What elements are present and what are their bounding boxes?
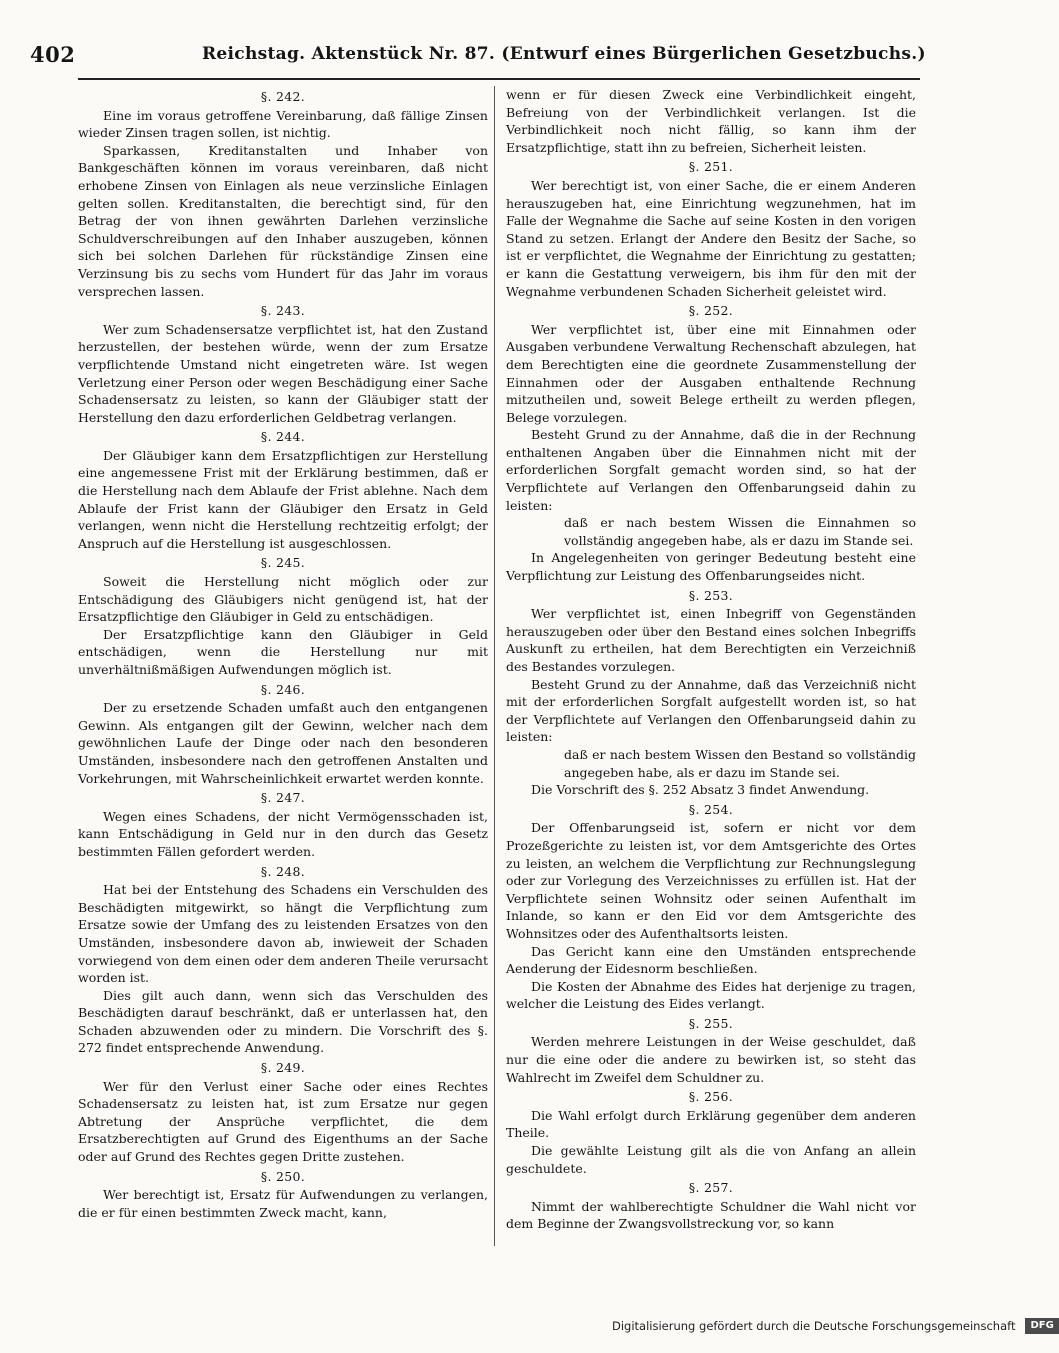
paragraph: Besteht Grund zu der Annahme, daß die in der Rechnung enthaltenen Angaben über die Einnahmen nicht mit der erforderlichen Sorgfalt gemacht worden sind, so hat der Verpflichtete auf Verlangen den Offenbarungseid dahin zu leisten: xyxy=(506,427,916,513)
paragraph: Wer für den Verlust einer Sache oder eines Rechtes Schadensersatz zu leisten hat, ist zum Ersatze nur gegen Abtretung der Ansprüche verpflichtet, die dem Ersatzberechtigten auf Grund des Eigenthums an der Sache oder auf Grund des Rechtes gegen Dritte zustehen. xyxy=(78,1078,488,1165)
continued-paragraph: wenn er für diesen Zweck eine Verbindlichkeit eingeht, Befreiung von der Verbindlichkeit verlangen. Ist die Verbindlichkeit noch nicht fällig, so kann ihm der Ersatzpflichtige, statt ihn zu befreien, Sicherheit leisten. xyxy=(506,87,916,155)
paragraph: Wer berechtigt ist, von einer Sache, die er einem Anderen herauszugeben hat, eine Einrichtung wegzunehmen, hat im Falle der Wegnahme die Sache auf seine Kosten in den vorigen Stand zu setzen. Erlangt der Andere den Besitz der Sache, so ist er verpflichtet, die Wegnahme der Einrichtung zu gestatten; er kann die Gestattung verweigern, bis ihm für den mit der Wegnahme verbundenen Schaden Sicherheit geleistet wird. xyxy=(506,177,916,299)
footer-credit: Digitalisierung gefördert durch die Deutsche Forschungsgemeinschaft xyxy=(612,1319,1016,1333)
section-heading: §. 257. xyxy=(688,1180,734,1196)
oath-formula: daß er nach bestem Wissen die Einnahmen so vollständig angegeben habe, als er dazu im Stande sei. xyxy=(564,515,916,548)
oath-formula: daß er nach bestem Wissen den Bestand so vollständig angegeben habe, als er dazu im Stande sei. xyxy=(564,746,916,780)
section-heading: §. 253. xyxy=(688,587,734,603)
paragraph: Wer verpflichtet ist, einen Inbegriff von Gegenständen herauszugeben oder über den Bestand eines solchen Inbegriffs Auskunft zu ertheilen, hat dem Berechtigten ein Verzeichniß des Bestandes vorzulegen. xyxy=(506,606,916,674)
paragraph: Der Ersatzpflichtige kann den Gläubiger in Geld entschädigen, wenn die Herstellung nur mit unverhältnißmäßigen Aufwendungen möglich ist. xyxy=(78,626,488,677)
paragraph: Wer zum Schadensersatze verpflichtet ist, hat den Zustand herzustellen, der bestehen würde, wenn der zum Ersatze verpflichtende Umstand nicht eingetreten wäre. Ist wegen Verletzung einer Person oder wegen Beschädigung einer Sache Schadensersatz zu leisten, so kann der Gläubiger statt der Herstellung den dazu erforderlichen Geldbetrag verlangen. xyxy=(78,321,488,425)
right-column xyxy=(506,86,916,1233)
section-heading: §. 243. xyxy=(260,303,306,319)
section-heading: §. 255. xyxy=(688,1015,734,1031)
running-head: Reichstag. Aktenstück Nr. 87. (Entwurf eines Bürgerlichen Gesetzbuchs.) xyxy=(202,44,926,64)
paragraph: Der zu ersetzende Schaden umfaßt auch den entgangenen Gewinn. Als entgangen gilt der Gewinn, welcher nach dem gewöhnlichen Laufe der Dinge oder nach den besonderen Umständen, insbesondere nach den getroffenen Anstalten und Vorkehrungen, mit Wahrscheinlichkeit erwartet werden konnte. xyxy=(78,700,488,786)
paragraph: Eine im voraus getroffene Vereinbarung, daß fällige Zinsen wieder Zinsen tragen sollen, ist nichtig. xyxy=(78,107,488,141)
column-divider xyxy=(494,86,495,1246)
footer xyxy=(612,1318,1054,1334)
section-heading: §. 251. xyxy=(688,159,734,175)
section-heading: §. 256. xyxy=(688,1089,734,1105)
left-column xyxy=(78,86,488,1221)
dfg-logo: DFG xyxy=(1025,1318,1059,1334)
section-heading: §. 254. xyxy=(688,801,734,817)
paragraph: Wegen eines Schadens, der nicht Vermögensschaden ist, kann Entschädigung in Geld nur in den durch das Gesetz bestimmten Fällen gefordert werden. xyxy=(78,808,488,859)
section-heading: §. 246. xyxy=(260,681,306,697)
paragraph: Dies gilt auch dann, wenn sich das Verschulden des Beschädigten darauf beschränkt, daß er unterlassen hat, den Schaden abzuwenden oder zu mindern. Die Vorschrift des §. 272 findet entsprechende Anwendung. xyxy=(78,987,488,1056)
paragraph: Die Wahl erfolgt durch Erklärung gegenüber dem anderen Theile. xyxy=(506,1107,916,1141)
paragraph: Der Offenbarungseid ist, sofern er nicht vor dem Prozeßgerichte zu leisten ist, vor dem Amtsgerichte des Ortes zu leisten, an welchem die Verpflichtung zur Rechnungslegung oder zur Vorlegung des Verzeichnisses zu erfüllen ist. Hat der Verpflichtete seinen Wohnsitz oder seinen Aufenthalt im Inlande, so kann er den Eid vor dem Amtsgerichte des Wohnsitzes oder des Aufenthaltsorts leisten. xyxy=(506,820,916,941)
paragraph: Die Vorschrift des §. 252 Absatz 3 findet Anwendung. xyxy=(531,782,870,798)
paragraph: Wer berechtigt ist, Ersatz für Aufwendungen zu verlangen, die er für einen bestimmten Zweck macht, kann, xyxy=(78,1187,488,1220)
section-heading: §. 247. xyxy=(260,790,306,806)
section-heading: §. 242. xyxy=(260,89,306,104)
paragraph: Sparkassen, Kreditanstalten und Inhaber von Bankgeschäften können im voraus vereinbaren, daß nicht erhobene Zinsen von Einlagen als neue verzinsliche Einlagen gelten sollen. Kreditanstalten, die berechtigt sind, für den Betrag der von ihnen gewährten Darlehen verzinsliche Schuldverschreibungen auf den Inhaber auszugeben, können sich bei solchen Darlehen für rückständige Zinsen eine Verzinsung bis zu sechs vom Hundert für das Jahr im voraus versprechen lassen. xyxy=(78,142,488,299)
paragraph: Das Gericht kann eine den Umständen entsprechende Aenderung der Eidesnorm beschließen. xyxy=(506,943,916,977)
section-heading: §. 245. xyxy=(260,555,306,571)
section-heading: §. 252. xyxy=(688,303,734,319)
section-heading: §. 250. xyxy=(260,1168,306,1184)
section-heading: §. 244. xyxy=(260,429,306,445)
paragraph: Besteht Grund zu der Annahme, daß das Verzeichniß nicht mit der erforderlichen Sorgfalt aufgestellt worden ist, so hat der Verpflichtete auf Verlangen den Offenbarungseid dahin zu leisten: xyxy=(506,676,916,745)
section-heading: §. 249. xyxy=(260,1060,306,1076)
paragraph: Hat bei der Entstehung des Schadens ein Verschulden des Beschädigten mitgewirkt, so hängt die Verpflichtung zum Ersatze sowie der Umfang des zu leistenden Ersatzes von den Umständen, insbesondere davon ab, inwieweit der Schaden vorwiegend von dem einen oder dem anderen Theile verursacht worden ist. xyxy=(78,882,488,986)
paragraph: Werden mehrere Leistungen in der Weise geschuldet, daß nur die eine oder die andere zu bewirken ist, so steht das Wahlrecht im Zweifel dem Schuldner zu. xyxy=(506,1034,916,1085)
page-header xyxy=(30,42,930,72)
paragraph: Der Gläubiger kann dem Ersatzpflichtigen zur Herstellung eine angemessene Frist mit der Erklärung bestimmen, daß er die Herstellung nach dem Ablaufe der Frist ablehne. Nach dem Ablaufe der Frist kann der Gläubiger den Ersatz in Geld verlangen, wenn nicht die Herstellung rechtzeitig erfolgt; der Anspruch auf die Herstellung ist ausgeschlossen. xyxy=(78,447,488,551)
paragraph: Nimmt der wahlberechtigte Schuldner die Wahl nicht vor dem Beginne der Zwangsvollstreckung vor, so kann xyxy=(506,1198,916,1232)
section-heading: §. 248. xyxy=(260,863,306,879)
paragraph: Soweit die Herstellung nicht möglich oder zur Entschädigung des Gläubigers nicht genügend ist, hat der Ersatzpflichtige den Gläubiger in Geld zu entschädigen. xyxy=(78,574,488,625)
page-number: 402 xyxy=(30,42,76,67)
paragraph: In Angelegenheiten von geringer Bedeutung besteht eine Verpflichtung zur Leistung des Offenbarungseides nicht. xyxy=(506,550,916,584)
paragraph: Die gewählte Leistung gilt als die von Anfang an allein geschuldete. xyxy=(506,1143,916,1176)
paragraph: Die Kosten der Abnahme des Eides hat derjenige zu tragen, welcher die Leistung des Eides verlangt. xyxy=(506,978,916,1012)
paragraph: Wer verpflichtet ist, über eine mit Einnahmen oder Ausgaben verbundene Verwaltung Rechenschaft abzulegen, hat dem Berechtigten eine die geordnete Zusammenstellung der Einnahmen oder der Ausgaben enthaltende Rechnung mitzutheilen und, soweit Belege ertheilt zu werden pflegen, Belege vorzulegen. xyxy=(506,321,916,425)
header-rule xyxy=(78,78,920,80)
